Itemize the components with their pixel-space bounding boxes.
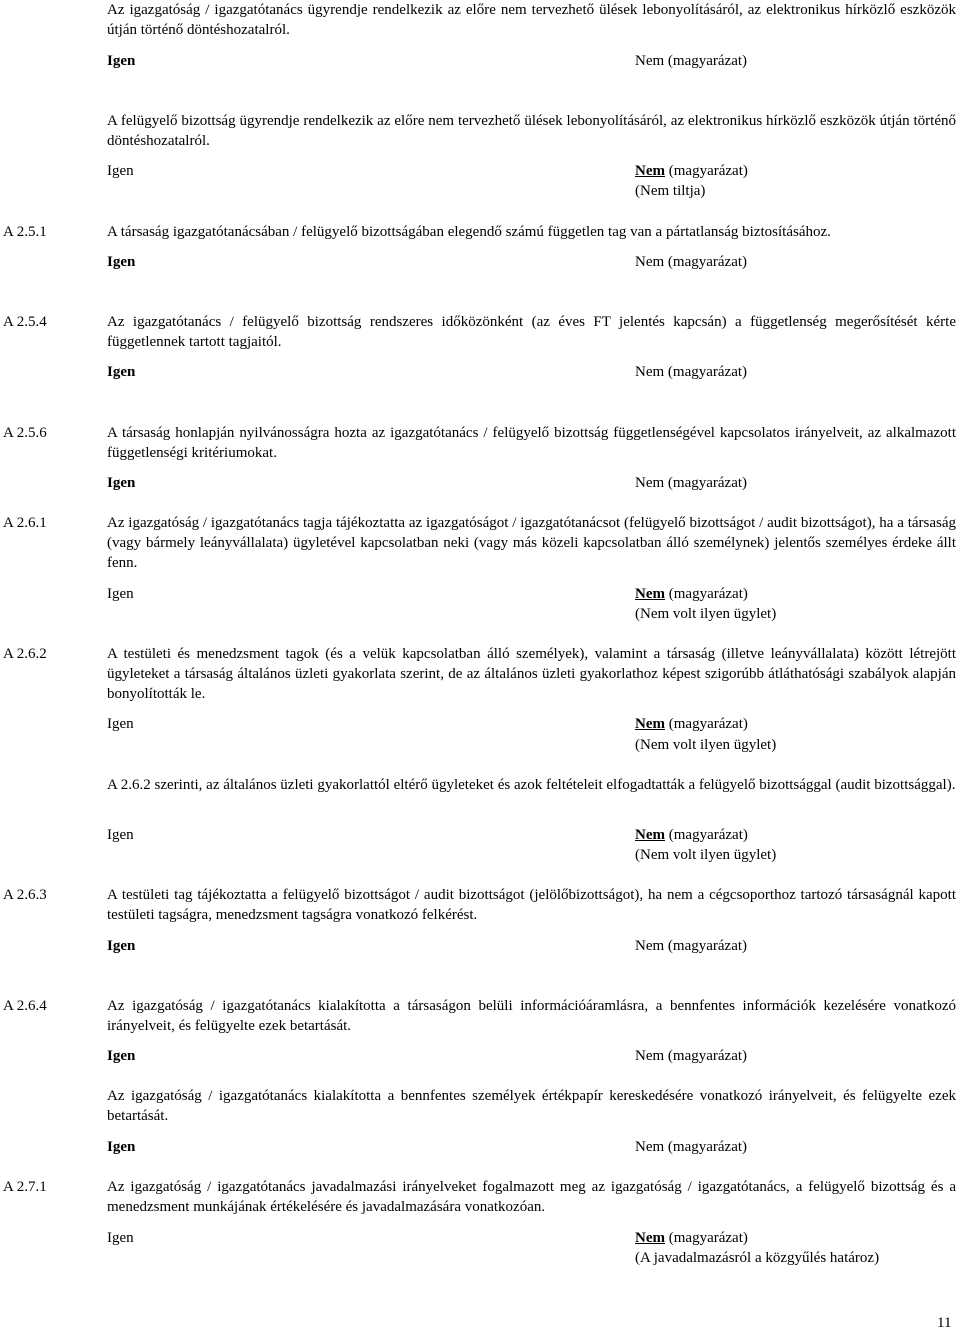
option-nem: Nem (magyarázat) (635, 53, 748, 69)
option-nem-selected (635, 161, 748, 181)
option-igen-selected: Igen (107, 53, 136, 69)
option-nem: Nem (magyarázat) (635, 364, 748, 380)
nem-rest: (magyarázat) (665, 1230, 748, 1246)
option-nem-selected (635, 1228, 748, 1248)
item-text: Az igazgatóság / igazgatótanács kialakította a társaságon belüli információáramlásra, a bennfentes információk kezelésére vonatkozó irányelveit, és felügyelte ezek betartását. (107, 998, 956, 1034)
option-igen-selected: Igen (107, 475, 136, 491)
option-nem: Nem (magyarázat) (635, 1139, 748, 1155)
option-nem: Nem (magyarázat) (635, 938, 748, 954)
option-igen-selected: Igen (107, 1139, 136, 1155)
item-text: Az igazgatóság / igazgatótanács ügyrendje rendelkezik az előre nem tervezhető ülések lebonyolításáról, az elektronikus hírközlő eszközök útján történő döntéshozatalról. (107, 2, 956, 38)
item-code: A 2.6.3 (3, 887, 47, 903)
nem-word: Nem (635, 163, 665, 179)
option-igen-selected: Igen (107, 1048, 136, 1064)
nem-word: Nem (635, 716, 665, 732)
nem-word: Nem (635, 827, 665, 843)
item-code: A 2.6.4 (3, 998, 47, 1014)
item-text: Az igazgatóság / igazgatótanács javadalmazási irányelveket fogalmazott meg az igazgatóság / igazgatótanács, a felügyelő bizottság és a menedzsment munkájának értékelésére és javadalmazására vonatkozóan. (107, 1179, 956, 1215)
page-number: 11 (937, 1315, 952, 1331)
item-text: Az igazgatóság / igazgatótanács tagja tájékoztatta az igazgatóságot / igazgatótanácsot (felügyelő bizottságot / audit bizottságot), ha a társaság (vagy bármely leányvállalata) ügyletével kapcsolatban neki (vagy más közeli kapcsolatban álló személynek) jelentős személyes érdeke állt fenn. (107, 515, 956, 571)
option-igen: Igen (107, 716, 134, 732)
option-nem-selected (635, 714, 748, 734)
item-code: A 2.5.4 (3, 314, 47, 330)
item-text: Az igazgatóság / igazgatótanács kialakította a bennfentes személyek értékpapír kereskedésére vonatkozó irányelveit, és felügyelte ezek betartását. (107, 1088, 956, 1124)
nem-word: Nem (635, 1230, 665, 1246)
item-text: A testületi és menedzsment tagok (és a velük kapcsolatban álló személyek), valamint a társaság (illetve leányvállalata) között létrejött ügyleteket a társaság általános üzleti gyakorlata szerint, de az általános üzleti gyakorlathoz képest szigorúbb átláthatósági szabályok alapján bonyolították le. (107, 646, 956, 702)
nem-rest: (magyarázat) (665, 586, 748, 602)
nem-word: Nem (635, 586, 665, 602)
item-text: Az igazgatótanács / felügyelő bizottság rendszeres időközönként (az éves FT jelentés kapcsán) a függetlenség megerősítését kérte függetlennek tartott tagjaitól. (107, 314, 956, 350)
item-text: A társaság honlapján nyilvánosságra hozta az igazgatótanács / felügyelő bizottság függetlenségével kapcsolatos irányelveit, az alkalmazott függetlenségi kritériumokat. (107, 425, 956, 461)
option-note: (A javadalmazásról a közgyűlés határoz) (635, 1250, 880, 1266)
item-text: A 2.6.2 szerinti, az általános üzleti gyakorlattól eltérő ügyleteket és azok feltételeit elfogadtatták a felügyelő bizottsággal (audit bizottsággal). (107, 777, 956, 793)
option-nem-selected (635, 584, 748, 604)
option-igen-selected: Igen (107, 254, 136, 270)
item-code: A 2.6.1 (3, 515, 47, 531)
item-code: A 2.5.1 (3, 224, 47, 240)
item-text: A testületi tag tájékoztatta a felügyelő bizottságot / audit bizottságot (jelölőbizottságot), ha nem a cégcsoporthoz tartozó társaságnál kapott testületi tagságra, menedzsment tagságra vonatkozó felkérést. (107, 887, 956, 923)
item-text: A felügyelő bizottság ügyrendje rendelkezik az előre nem tervezhető ülések lebonyolításáról, az elektronikus hírközlő eszközök útján történő döntéshozatalról. (107, 113, 956, 149)
option-nem: Nem (magyarázat) (635, 475, 748, 491)
option-nem: Nem (magyarázat) (635, 1048, 748, 1064)
option-igen: Igen (107, 163, 134, 179)
item-code: A 2.7.1 (3, 1179, 47, 1195)
item-code: A 2.5.6 (3, 425, 47, 441)
nem-rest: (magyarázat) (665, 827, 748, 843)
item-code: A 2.6.2 (3, 646, 47, 662)
option-igen: Igen (107, 827, 134, 843)
nem-rest: (magyarázat) (665, 716, 748, 732)
option-igen-selected: Igen (107, 364, 136, 380)
option-igen: Igen (107, 586, 134, 602)
option-nem: Nem (magyarázat) (635, 254, 748, 270)
option-note: (Nem tiltja) (635, 183, 706, 199)
option-igen-selected: Igen (107, 938, 136, 954)
nem-rest: (magyarázat) (665, 163, 748, 179)
option-nem-selected (635, 825, 748, 845)
item-text: A társaság igazgatótanácsában / felügyelő bizottságában elegendő számú független tag van a pártatlanság biztosításához. (107, 224, 831, 240)
option-note: (Nem volt ilyen ügylet) (635, 737, 777, 753)
option-note: (Nem volt ilyen ügylet) (635, 847, 777, 863)
option-igen: Igen (107, 1230, 134, 1246)
option-note: (Nem volt ilyen ügylet) (635, 606, 777, 622)
